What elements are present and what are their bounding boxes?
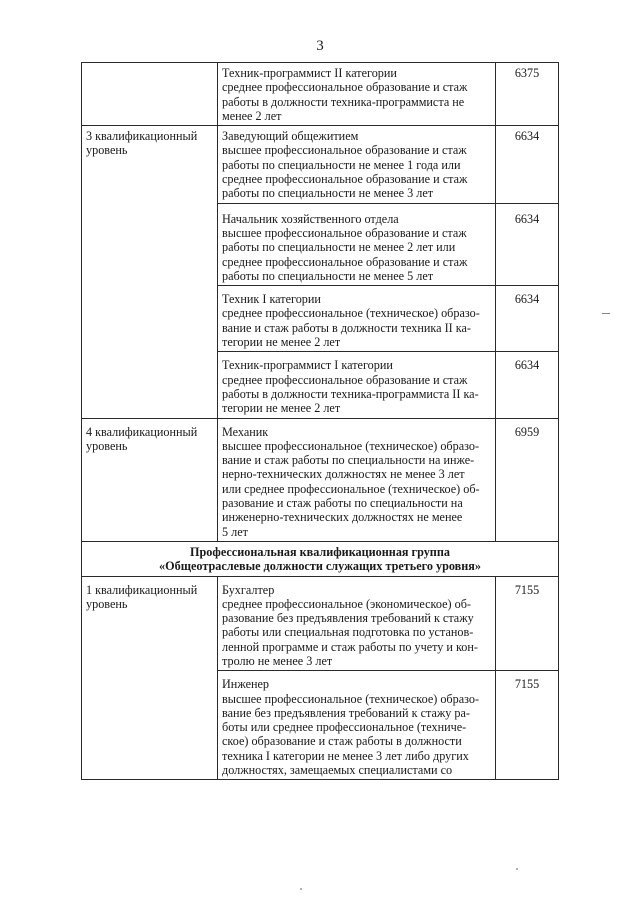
scan-mark <box>602 313 610 314</box>
requirement-line: высшее профессиональное образование и стаж <box>222 143 467 158</box>
position-title: Механик <box>222 424 269 439</box>
requirement-line: инженерно-технических должностях не менее <box>222 510 463 525</box>
requirement-line: или среднее профессиональное (техническое) об- <box>222 481 480 496</box>
requirement-line: работы по специальности не менее 2 лет или <box>222 240 456 255</box>
requirement-line: разование и стаж работы по специальности на <box>222 496 463 511</box>
requirement-line: вание без предъявления требований к стажу ра- <box>222 705 470 720</box>
requirement-line: работы по специальности не менее 3 лет <box>222 186 434 201</box>
position-title: Бухгалтер <box>222 582 275 597</box>
requirement-line: среднее профессиональное (экономическое) об- <box>222 596 471 611</box>
qualification-level-cell <box>82 63 218 126</box>
requirement-line: должностях, замещаемых специалистами со <box>222 763 453 778</box>
requirement-line: высшее профессиональное образование и стаж <box>222 225 467 240</box>
requirement-line: среднее профессиональное образование и стаж <box>222 80 468 95</box>
requirement-line: высшее профессиональное (техническое) образо- <box>222 691 480 706</box>
position-cell <box>218 418 496 541</box>
salary-cell: 6375 <box>496 63 559 126</box>
requirement-line: боты или среднее профессиональное (техниче- <box>222 720 467 735</box>
group-header-line: «Общеотраслевые должности служащих третьего уровня» <box>159 559 481 574</box>
position-cell <box>218 671 496 780</box>
requirement-line: работы по специальности не менее 1 года или <box>222 157 461 172</box>
group-header-line: Профессиональная квалификационная группа <box>190 544 450 559</box>
table-row <box>82 418 559 541</box>
requirement-line: тегории не менее 2 лет <box>222 401 341 416</box>
requirement-line: разование без предъявления требований к стажу <box>222 611 474 626</box>
requirement-line: нерно-технических должностях не менее 3 лет <box>222 467 465 482</box>
position-title: Техник I категории <box>222 292 321 307</box>
salary-cell: 6959 <box>496 418 559 541</box>
salary-cell: 6634 <box>496 203 559 285</box>
position-title: Заведующий общежитием <box>222 129 359 144</box>
requirement-line: среднее профессиональное образование и стаж <box>222 172 468 187</box>
table-row <box>82 63 559 126</box>
salary-cell: 6634 <box>496 286 559 352</box>
position-cell <box>218 286 496 352</box>
position-cell <box>218 576 496 671</box>
position-title: Техник-программист I категории <box>222 358 393 373</box>
requirement-line: среднее профессиональное образование и стаж <box>222 254 468 269</box>
salary-cell: 6634 <box>496 352 559 418</box>
requirement-line: высшее профессиональное (техническое) образо- <box>222 438 480 453</box>
scan-speck <box>300 888 302 890</box>
requirement-line: вание и стаж работы по специальности на инже- <box>222 453 475 468</box>
salary-cell: 6634 <box>496 126 559 203</box>
requirement-line: тегории не менее 2 лет <box>222 335 341 350</box>
table-row <box>82 541 559 576</box>
requirement-line: работы по специальности не менее 5 лет <box>222 268 434 283</box>
requirement-line: менее 2 лет <box>222 108 282 123</box>
table-row <box>82 576 559 671</box>
page-number: 3 <box>316 38 324 54</box>
position-title: Начальник хозяйственного отдела <box>222 211 399 226</box>
requirement-line: ское) образование и стаж работы в должности <box>222 734 462 749</box>
requirement-line: тролю не менее 3 лет <box>222 653 333 668</box>
requirement-line: 5 лет <box>222 524 248 539</box>
table-row <box>82 126 559 203</box>
requirement-line: работы в должности техника-программиста II ка- <box>222 386 479 401</box>
qualification-level-cell: 3 квалификационный уровень <box>82 126 218 418</box>
salary-cell: 7155 <box>496 576 559 671</box>
position-title: Техник-программист II категории <box>222 66 397 80</box>
position-cell <box>218 352 496 418</box>
requirement-line: техника I категории не менее 3 лет либо других <box>222 748 469 763</box>
requirement-line: ленной программе и стаж работы по учету и кон- <box>222 639 478 654</box>
requirement-line: среднее профессиональное образование и стаж <box>222 372 468 387</box>
salary-table <box>81 62 559 780</box>
salary-cell: 7155 <box>496 671 559 780</box>
scan-speck <box>516 868 518 870</box>
requirement-line: работы в должности техника-программиста не <box>222 94 465 109</box>
requirement-line: работы или специальная подготовка по установ- <box>222 625 474 640</box>
position-cell <box>218 203 496 285</box>
qualification-level-cell: 4 квалификационный уровень <box>82 418 218 541</box>
position-title: Инженер <box>222 677 270 692</box>
position-cell <box>218 126 496 203</box>
group-header <box>82 541 559 576</box>
requirement-line: вание и стаж работы в должности техника II ка- <box>222 320 471 335</box>
requirement-line: среднее профессиональное (техническое) образо- <box>222 306 480 321</box>
position-cell <box>218 63 496 126</box>
qualification-level-cell: 1 квалификационный уровень <box>82 576 218 780</box>
